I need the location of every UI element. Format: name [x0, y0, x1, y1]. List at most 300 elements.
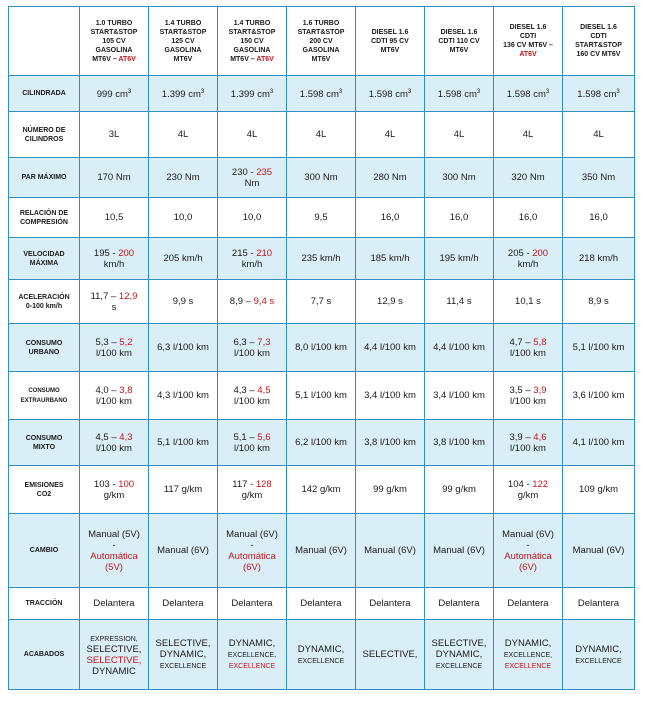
superscript-text: 3: [338, 88, 343, 95]
cell-mixto-3: [218, 420, 287, 466]
cell-text: 142 g/km: [301, 484, 341, 495]
cell-text: 9,9 s: [172, 296, 194, 307]
cell-text: Delantera: [507, 598, 549, 609]
cell-text: CDTI 95 CV: [371, 37, 409, 45]
cell-aceleracion-7: [494, 280, 563, 324]
cell-text: 4L: [177, 129, 189, 140]
cell-cilindrada-8: [563, 76, 635, 112]
cell-text: 4,7 –: [509, 336, 534, 348]
superscript-text: 3: [269, 88, 274, 95]
cell-text: 230 -: [231, 166, 257, 178]
cell-mixto-6: [425, 420, 494, 466]
cell-velocidad-4: [287, 238, 356, 280]
row-label-text: MIXTO: [32, 443, 56, 451]
cell-text: 200: [532, 247, 549, 259]
cell-cambio-5: [356, 514, 425, 588]
cell-text: START&STOP: [159, 28, 207, 36]
row-aceleracion: [9, 280, 635, 324]
cell-text: 4,6: [533, 431, 547, 443]
cell-mixto-5: [356, 420, 425, 466]
cell-text: (5V): [105, 561, 123, 573]
cell-cilindrada-7: [494, 76, 563, 112]
cell-urbano-1: [80, 324, 149, 372]
row-acabados: [9, 620, 635, 690]
cell-text: Automática: [90, 550, 138, 562]
cell-text: Nm: [244, 177, 260, 189]
cell-text: g/km: [241, 489, 263, 501]
cell-text: 104 -: [507, 478, 533, 490]
cell-text: EXCELLENCE: [435, 663, 483, 670]
column-header-1: [80, 7, 149, 76]
cell-text: 4L: [593, 129, 604, 140]
cell-aceleracion-8: [563, 280, 635, 324]
cell-text: DYNAMIC,: [228, 638, 276, 649]
cell-text: 128: [255, 478, 272, 490]
cell-text: START&STOP: [575, 42, 622, 49]
cell-text: 122: [532, 478, 549, 490]
row-mixto: [9, 420, 635, 466]
cell-compresion-1: [80, 198, 149, 238]
cell-text: 8,9 s: [588, 296, 609, 307]
cell-text: 103 -: [93, 478, 119, 490]
cell-velocidad-7: [494, 238, 563, 280]
cell-text: SELECTIVE,: [86, 643, 142, 655]
cell-text: 125 CV: [171, 37, 195, 45]
cell-text: 5,1 l/100 km: [572, 342, 625, 353]
cell-velocidad-6: [425, 238, 494, 280]
cell-text: EXCELLENCE: [297, 657, 345, 665]
cell-acabados-2: [149, 620, 218, 690]
cell-text: 5,3 –: [95, 336, 120, 348]
row-label-text: PAR MÁXIMO: [21, 174, 67, 181]
cell-text: 1.598 cm: [368, 89, 408, 101]
cell-text: (6V): [243, 561, 261, 573]
cell-cambio-7: [494, 514, 563, 588]
row-traccion: [9, 588, 635, 620]
row-label-text: ACABADOS: [23, 651, 65, 658]
cell-text: DIESEL 1.6: [580, 24, 617, 31]
cell-velocidad-2: [149, 238, 218, 280]
cell-text: Delantera: [93, 598, 135, 609]
cell-text: 99 g/km: [373, 484, 407, 495]
cell-cilindros-4: [287, 112, 356, 158]
cell-par-1: [80, 158, 149, 198]
row-velocidad: [9, 238, 635, 280]
cell-mixto-8: [563, 420, 635, 466]
cell-text: 3,9: [533, 384, 547, 396]
cell-acabados-1: [80, 620, 149, 690]
cell-text: 105 CV: [102, 37, 126, 45]
cell-cambio-6: [425, 514, 494, 588]
cell-text: DYNAMIC,: [575, 643, 622, 655]
cell-emisiones-6: [425, 466, 494, 514]
cell-cambio-3: [218, 514, 287, 588]
cell-urbano-6: [425, 324, 494, 372]
cell-text: 230 Nm: [166, 172, 200, 183]
cell-par-4: [287, 158, 356, 198]
cell-text: 6,3 –: [233, 336, 258, 348]
cell-text: MT6V: [311, 55, 331, 63]
cell-text: 210: [256, 247, 273, 259]
cell-text: DYNAMIC,: [435, 649, 483, 660]
cell-acabados-8: [563, 620, 635, 690]
cell-traccion-7: [494, 588, 563, 620]
cell-text: DIESEL 1.6: [440, 28, 478, 36]
cell-compresion-4: [287, 198, 356, 238]
cell-aceleracion-5: [356, 280, 425, 324]
cell-emisiones-8: [563, 466, 635, 514]
cell-text: 6,2 l/100 km: [295, 437, 347, 448]
cell-text: GASOLINA: [164, 46, 202, 54]
cell-text: 235 km/h: [301, 253, 341, 264]
cell-text: 4L: [453, 129, 465, 140]
cell-cilindros-6: [425, 112, 494, 158]
cell-text: 16,0: [518, 212, 538, 223]
cell-text: l/100 km: [234, 442, 270, 454]
cell-emisiones-5: [356, 466, 425, 514]
cell-traccion-4: [287, 588, 356, 620]
cell-mixto-7: [494, 420, 563, 466]
cell-text: 3L: [108, 129, 120, 140]
cell-urbano-5: [356, 324, 425, 372]
row-label-text: CO2: [36, 490, 52, 498]
cell-text: 4,3: [119, 431, 133, 443]
cell-text: 8,9 –: [229, 296, 254, 307]
cell-text: Delantera: [231, 598, 273, 609]
cell-text: 16,0: [589, 212, 608, 223]
cell-urbano-7: [494, 324, 563, 372]
cell-text: MT6V: [449, 46, 469, 54]
cell-text: 1.6 TURBO: [302, 19, 340, 27]
cell-text: g/km: [103, 489, 125, 501]
cell-emisiones-2: [149, 466, 218, 514]
cell-text: 1.598 cm: [506, 89, 546, 101]
cell-velocidad-1: [80, 238, 149, 280]
cell-text: l/100 km: [234, 395, 270, 407]
cell-emisiones-4: [287, 466, 356, 514]
cell-text: 109 g/km: [578, 484, 619, 495]
cell-extraurbano-6: [425, 372, 494, 420]
cell-text: 4,0 –: [95, 384, 120, 396]
cell-text: EXCELLENCE: [159, 663, 207, 670]
row-label-text: 0-100 km/h: [25, 302, 63, 310]
cell-text: 16,0: [380, 212, 400, 223]
cell-extraurbano-5: [356, 372, 425, 420]
cell-par-8: [563, 158, 635, 198]
cell-text: 3,9 –: [509, 431, 534, 443]
cell-mixto-1: [80, 420, 149, 466]
cell-velocidad-3: [218, 238, 287, 280]
column-header-2: [149, 7, 218, 76]
cell-text: 12,9 s: [377, 296, 403, 307]
row-compresion: [9, 198, 635, 238]
column-header-5: [356, 7, 425, 76]
cell-urbano-8: [563, 324, 635, 372]
cell-text: EXCELLENCE,: [503, 652, 553, 659]
cell-text: 195 -: [93, 247, 119, 259]
cell-text: 218 km/h: [578, 253, 619, 264]
column-header-6: [425, 7, 494, 76]
cell-urbano-4: [287, 324, 356, 372]
cell-cambio-4: [287, 514, 356, 588]
row-cambio: [9, 514, 635, 588]
cell-text: Manual (6V): [295, 545, 347, 556]
cell-text: GASOLINA: [95, 46, 133, 54]
cell-text: 200 CV: [309, 37, 333, 45]
cell-text: Automática: [228, 550, 276, 562]
cell-acabados-5: [356, 620, 425, 690]
cell-text: km/h: [103, 258, 125, 270]
cell-par-5: [356, 158, 425, 198]
cell-text: 4,5 –: [95, 431, 120, 443]
row-label-cambio: [9, 514, 80, 588]
row-label-text: MÁXIMA: [29, 259, 59, 267]
cell-text: 7,7 s: [310, 296, 332, 307]
cell-velocidad-5: [356, 238, 425, 280]
cell-urbano-2: [149, 324, 218, 372]
cell-cilindrada-2: [149, 76, 218, 112]
cell-cilindrada-3: [218, 76, 287, 112]
cell-text: 3,8 l/100 km: [364, 437, 416, 448]
superscript-text: 3: [200, 88, 205, 95]
cell-extraurbano-4: [287, 372, 356, 420]
cell-text: 8,0 l/100 km: [295, 342, 347, 353]
cell-traccion-1: [80, 588, 149, 620]
spec-table-header: [9, 7, 635, 76]
cell-text: 117 g/km: [163, 484, 203, 495]
cell-text: 1.598 cm: [577, 89, 617, 101]
cell-text: DYNAMIC,: [159, 649, 207, 660]
row-emisiones: [9, 466, 635, 514]
cell-text: l/100 km: [510, 347, 546, 359]
cell-text: 4L: [246, 129, 258, 140]
cell-acabados-3: [218, 620, 287, 690]
row-extraurbano: [9, 372, 635, 420]
cell-text: Manual (6V): [157, 545, 209, 556]
cell-text: 4L: [315, 129, 327, 140]
cell-par-7: [494, 158, 563, 198]
header-corner-cell: [9, 7, 80, 76]
cell-text: 235: [256, 166, 273, 178]
cell-text: 5,6: [257, 431, 271, 443]
column-header-4: [287, 7, 356, 76]
cell-text: 3,8: [119, 384, 133, 396]
cell-text: 350 Nm: [581, 172, 616, 183]
cell-text: 150 CV: [240, 37, 264, 45]
cell-text: EXCELLENCE: [228, 663, 276, 670]
cell-text: MT6V: [173, 55, 193, 63]
cell-cambio-8: [563, 514, 635, 588]
cell-text: DYNAMIC: [92, 665, 136, 677]
cell-extraurbano-3: [218, 372, 287, 420]
cell-text: 1.399 cm: [230, 89, 270, 101]
cell-text: 999 cm: [96, 89, 128, 101]
cell-text: Delantera: [162, 598, 204, 609]
cell-text: AT6V: [256, 55, 274, 63]
cell-text: 185 km/h: [370, 253, 410, 264]
cell-text: -: [250, 539, 254, 551]
cell-text: Manual (6V): [364, 545, 416, 556]
cell-text: 11,7 –: [90, 290, 119, 302]
cell-text: 4,4 l/100 km: [364, 342, 416, 353]
column-header-7: [494, 7, 563, 76]
cell-text: 195 km/h: [439, 253, 479, 264]
cell-extraurbano-1: [80, 372, 149, 420]
row-label-text: CONSUMO: [28, 387, 60, 394]
cell-text: 10,5: [104, 212, 124, 223]
row-label-text: URBANO: [28, 348, 60, 356]
row-label-text: CAMBIO: [29, 547, 59, 554]
cell-text: l/100 km: [96, 347, 132, 359]
cell-cilindros-3: [218, 112, 287, 158]
cell-mixto-2: [149, 420, 218, 466]
cell-text: 215 -: [231, 247, 257, 259]
cell-text: CDTI: [519, 33, 537, 40]
cell-text: km/h: [517, 258, 539, 270]
cell-text: START&STOP: [90, 28, 138, 36]
cell-traccion-3: [218, 588, 287, 620]
cell-text: 99 g/km: [442, 484, 476, 495]
cell-text: 3,6 l/100 km: [572, 390, 625, 401]
superscript-text: 3: [407, 88, 412, 95]
cell-text: START&STOP: [228, 28, 276, 36]
row-label-text: CILINDRADA: [22, 90, 66, 97]
cell-text: 4,4 l/100 km: [433, 342, 485, 353]
cell-text: START&STOP: [297, 28, 345, 36]
cell-aceleracion-2: [149, 280, 218, 324]
cell-cilindrada-6: [425, 76, 494, 112]
row-label-mixto: [9, 420, 80, 466]
cell-acabados-7: [494, 620, 563, 690]
row-label-cilindros: [9, 112, 80, 158]
cell-traccion-5: [356, 588, 425, 620]
cell-extraurbano-7: [494, 372, 563, 420]
row-label-traccion: [9, 588, 80, 620]
cell-compresion-8: [563, 198, 635, 238]
row-label-text: ACELERACIÓN: [18, 293, 70, 301]
cell-compresion-7: [494, 198, 563, 238]
cell-cambio-1: [80, 514, 149, 588]
cell-acabados-4: [287, 620, 356, 690]
cell-text: l/100 km: [510, 442, 546, 454]
column-header-8: [563, 7, 635, 76]
cell-emisiones-7: [494, 466, 563, 514]
cell-text: -: [112, 539, 116, 551]
superscript-text: 3: [476, 88, 481, 95]
cell-text: 10,0: [173, 212, 193, 223]
cell-text: EXPRESSION,: [90, 635, 138, 643]
cell-extraurbano-8: [563, 372, 635, 420]
row-label-urbano: [9, 324, 80, 372]
row-label-text: COMPRESIÓN: [20, 218, 68, 226]
cell-text: 160 CV MT6V: [576, 51, 621, 58]
cell-text: 4,3 l/100 km: [157, 390, 209, 401]
row-label-text: NÚMERO DE: [22, 126, 66, 134]
row-label-text: CILINDROS: [24, 135, 64, 143]
cell-aceleracion-1: [80, 280, 149, 324]
cell-text: l/100 km: [96, 395, 132, 407]
cell-extraurbano-2: [149, 372, 218, 420]
cell-text: 12,9: [118, 290, 138, 302]
cell-text: CDTI 110 CV: [438, 37, 480, 45]
cell-text: 100: [118, 478, 135, 490]
column-header-3: [218, 7, 287, 76]
row-label-par: [9, 158, 80, 198]
row-label-acabados: [9, 620, 80, 690]
cell-text: 3,4 l/100 km: [364, 390, 416, 401]
cell-text: DIESEL 1.6: [509, 24, 547, 31]
cell-text: Manual (6V): [226, 528, 278, 540]
cell-text: GASOLINA: [302, 46, 340, 54]
cell-text: 1.399 cm: [161, 89, 201, 101]
spec-table-body: [9, 76, 635, 690]
cell-text: 4,3 –: [233, 384, 258, 396]
cell-compresion-6: [425, 198, 494, 238]
cell-text: Manual (6V): [572, 545, 625, 556]
row-label-text: EXTRAURBANO: [20, 397, 68, 404]
cell-text: 3,4 l/100 km: [433, 390, 485, 401]
row-cilindros: [9, 112, 635, 158]
cell-traccion-8: [563, 588, 635, 620]
cell-urbano-3: [218, 324, 287, 372]
cell-text: 6,3 l/100 km: [157, 342, 209, 353]
cell-emisiones-1: [80, 466, 149, 514]
cell-cilindros-7: [494, 112, 563, 158]
cell-cilindros-2: [149, 112, 218, 158]
row-label-emisiones: [9, 466, 80, 514]
spec-table: [8, 6, 635, 690]
cell-text: 1.4 TURBO: [233, 19, 271, 27]
cell-emisiones-3: [218, 466, 287, 514]
cell-text: km/h: [241, 258, 263, 270]
cell-text: 5,1 –: [233, 431, 258, 443]
row-label-text: TRACCIÓN: [25, 600, 63, 607]
cell-cilindros-1: [80, 112, 149, 158]
cell-text: SELECTIVE,: [431, 638, 487, 649]
cell-text: 170 Nm: [97, 172, 131, 183]
row-label-text: VELOCIDAD: [23, 250, 65, 258]
cell-text: l/100 km: [234, 347, 270, 359]
cell-mixto-4: [287, 420, 356, 466]
cell-text: 5,1 l/100 km: [295, 390, 347, 401]
cell-text: l/100 km: [510, 395, 546, 407]
cell-text: 1.598 cm: [437, 89, 477, 101]
row-label-cilindrada: [9, 76, 80, 112]
cell-text: 1.0 TURBO: [95, 19, 133, 27]
cell-aceleracion-3: [218, 280, 287, 324]
cell-compresion-5: [356, 198, 425, 238]
cell-aceleracion-6: [425, 280, 494, 324]
cell-compresion-3: [218, 198, 287, 238]
cell-cilindros-8: [563, 112, 635, 158]
cell-cilindrada-5: [356, 76, 425, 112]
cell-velocidad-8: [563, 238, 635, 280]
row-label-aceleracion: [9, 280, 80, 324]
cell-cambio-2: [149, 514, 218, 588]
cell-aceleracion-4: [287, 280, 356, 324]
cell-text: 10,1 s: [515, 296, 541, 307]
row-urbano: [9, 324, 635, 372]
cell-text: MT6V: [380, 46, 400, 54]
cell-par-6: [425, 158, 494, 198]
row-label-text: EMISIONES: [24, 481, 64, 489]
superscript-text: 3: [545, 88, 550, 95]
row-label-extraurbano: [9, 372, 80, 420]
cell-text: 4L: [522, 129, 534, 140]
cell-text: 9,5: [314, 212, 328, 223]
cell-text: 320 Nm: [511, 172, 545, 183]
cell-par-2: [149, 158, 218, 198]
